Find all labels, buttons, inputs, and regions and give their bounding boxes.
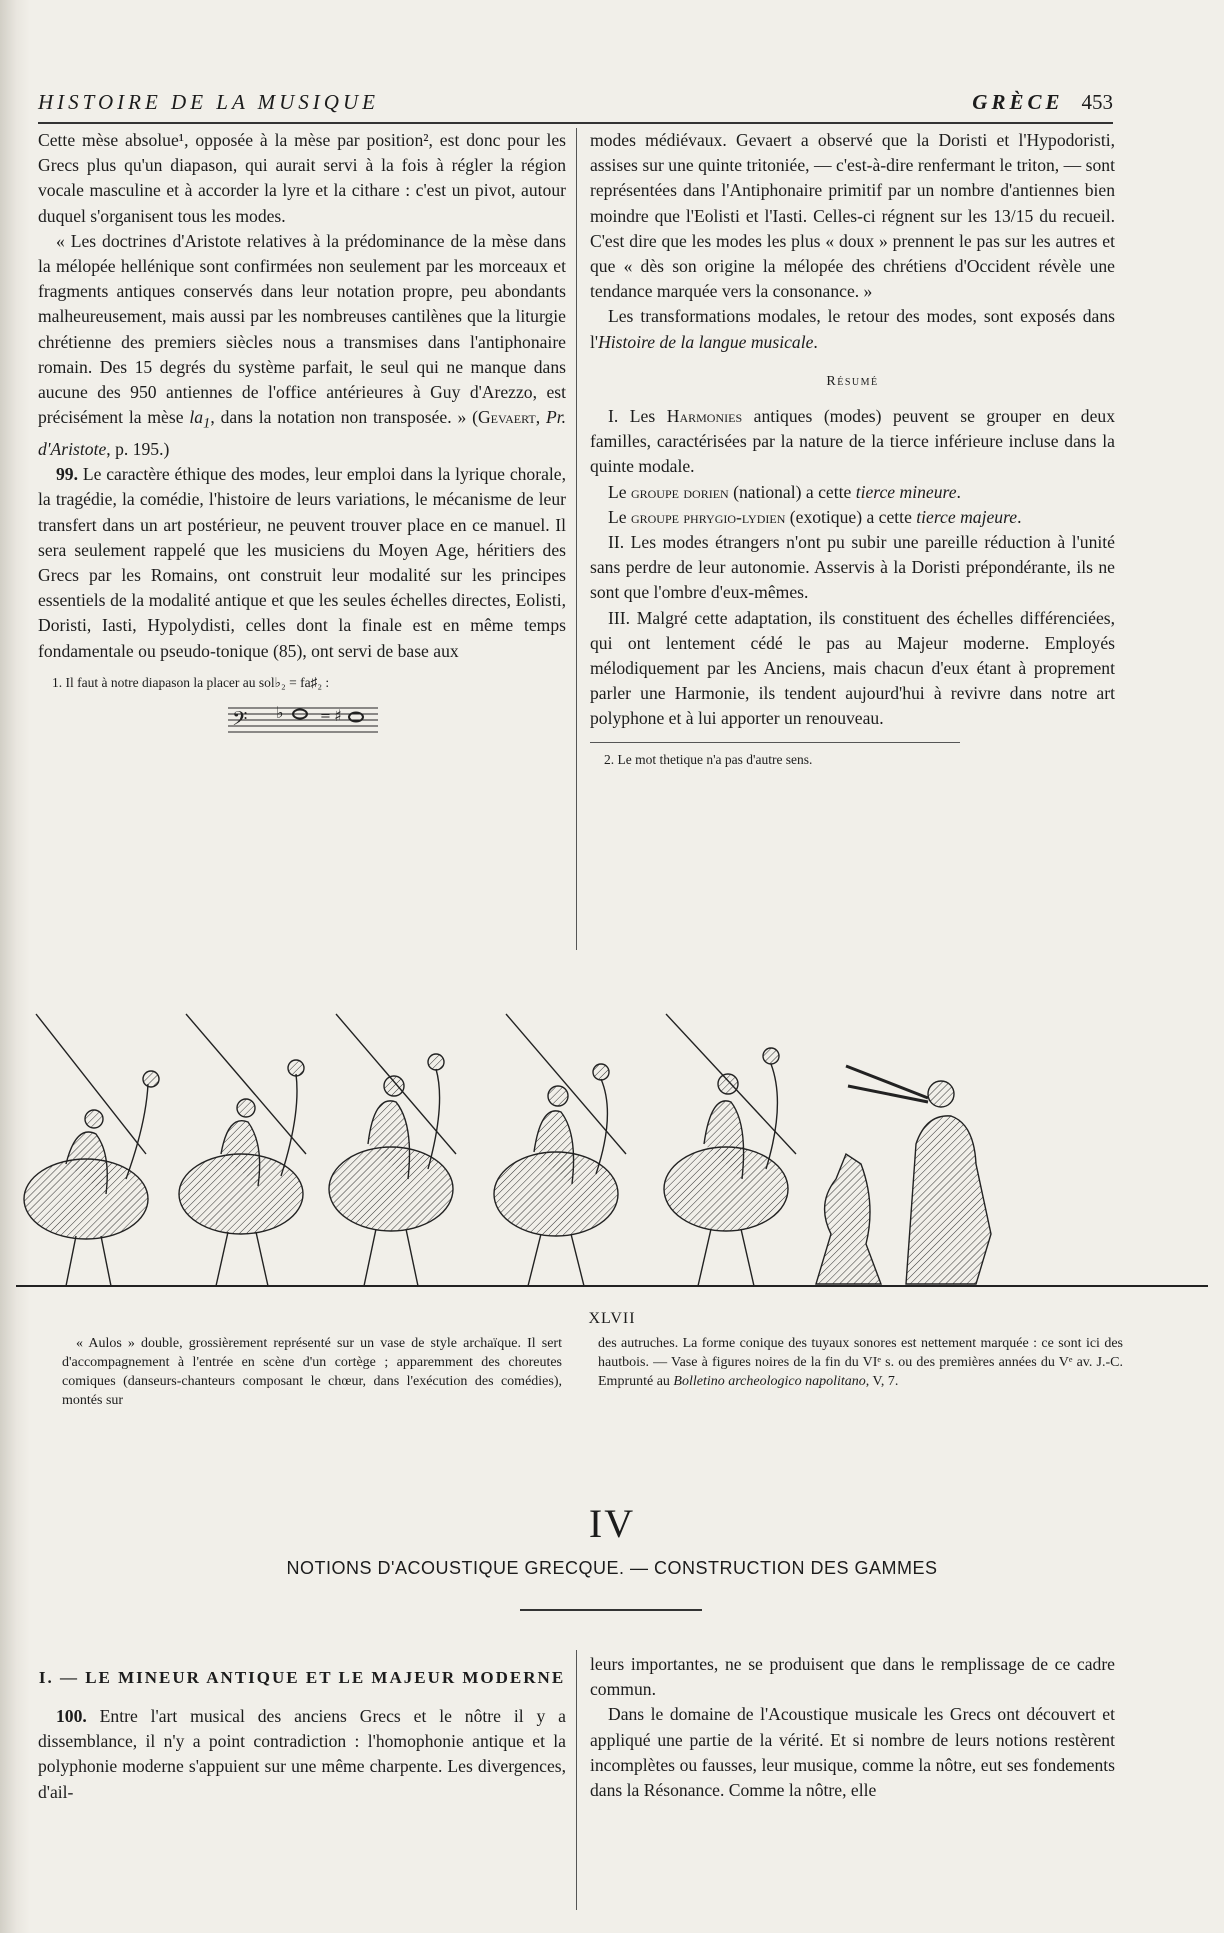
paragraph: Cette mèse absolue¹, opposée à la mèse par position², est donc pour les Grecs plus qu'un diapason, qui aurait servi à la fois à régler la région vocale masculine et à accorder la lyre et la cithare : c'est un pivot, autour duquel s'organisent tous les modes. xyxy=(38,130,566,226)
subsection-heading: I. — LE MINEUR ANTIQUE ET LE MAJEUR MODERNE xyxy=(38,1668,566,1687)
paragraph: Les transformations modales, le retour des modes, sont exposés dans l'Histoire de la langue musicale. xyxy=(590,306,1115,352)
author-name: Gevaert xyxy=(477,407,536,428)
summary-heading: Résumé xyxy=(826,373,879,389)
summary-item-2: II. Les modes étrangers n'ont pu subir une pareille réduction à l'unité sans perdre de leur autonomie. Asservis à la Doristi prépondérante, ils ne sont que l'ombre d'eux-mêmes. xyxy=(590,532,1115,603)
fox-figure xyxy=(816,1154,881,1284)
footnote-1: 1. Il faut à notre diapason la placer au sol♭₂ = fa♯₂ : xyxy=(52,674,330,690)
svg-text:♭: ♭ xyxy=(276,702,284,722)
footnote-2: 2. Le mot thetique n'a pas d'autre sens. xyxy=(604,751,813,767)
section-and-page xyxy=(972,90,1113,115)
page-number: 453 xyxy=(1081,90,1113,114)
left-column xyxy=(38,128,566,738)
figure-number: XLVII xyxy=(588,1310,636,1327)
figure-caption-right: des autruches. La forme conique des tuyaux sonores est nettement marquée : ce sont ici des hautbois. — Vase à figures noires de la fin du VIᵉ s. ou des premières années du Vᵉ av. J.-C. Emprunté au Bolletino archeologico napolitano, V, 7. xyxy=(598,1336,1123,1389)
column-divider xyxy=(576,128,577,950)
chapter-number: IV xyxy=(588,1501,636,1546)
work-title: Pr. d'Aristote xyxy=(38,407,567,459)
source-title: Bolletino archeologico napolitano xyxy=(673,1374,866,1389)
svg-text:𝄢: 𝄢 xyxy=(232,706,248,735)
paragraph-99: 99. Le caractère éthique des modes, leur emploi dans la lyrique chorale, la tragédie, la comédie, l'histoire de leurs variations, le mécanisme de leur transfert dans un art postérieur, ne peuvent trouver place en ce manuel. Il sera seulement rappelé que les musiciens du Moyen Age, héritiers des Grecs par les Romains, ont construit leur modalité sur les principes essentiels de la modalité antique et que les seules échelles directes, Eolisti, Doristi, Iasti, Hypolydisti, celles dont la finale est en même temps fondamentale ou pseudo-tonique (85), ont servi de base aux xyxy=(38,464,566,661)
paragraph: modes médiévaux. Gevaert a observé que la Doristi et l'Hypodoristi, assises sur une quinte tritoniée, — c'est-à-dire renfermant le triton, — sont représentées dans l'Antiphonaire primitif par un nombre d'antiennes bien moindre que l'Eolisti et l'Iasti. Celles-ci régnent sur les 13/15 du recueil. C'est dire que les modes les plus « doux » prennent le pas sur les autres et que « dès son origine la mélopée des chrétiens d'Occident révèle une tendance marquée vers la consonance. » xyxy=(590,130,1115,302)
paragraph-number: 100. xyxy=(56,1706,87,1726)
paragraph-number: 99. xyxy=(56,464,78,485)
summary-item-3: III. Malgré cette adaptation, ils constituent des échelles différenciées, qui ont lentement cédé le pas au Majeur moderne. Employés mélodiquement par les Anciens, mais chacun d'eux étant à proprement parler une Harmonie, ils tendent aujourd'hui à revivre dans notre art polyphone et à lui apporter un renouveau. xyxy=(590,607,1115,729)
work-title: Histoire de la langue musicale xyxy=(598,331,814,352)
svg-text:♯: ♯ xyxy=(334,705,342,725)
vase-engraving-figure xyxy=(16,1004,1208,1294)
chapter-title: NOTIONS D'ACOUSTIQUE GRECQUE. — CONSTRUCTION DES GAMMES xyxy=(286,1558,938,1578)
paragraph-quote: « Les doctrines d'Aristote relatives à la prédominance de la mèse dans la mélopée hellénique sont confirmées non seulement par les morceaux et fragments antiques conservés dans leur notation propre, peu abondants malheureusement, mais aussi par les nombreuses cantilènes que la liturgie chrétienne des premiers siècles nous a transmises dans l'antiphonaire romain. Des 15 degrés du système parfait, le seul qui ne manque dans aucune des 950 antiennes de l'office antérieures à Guy d'Arezzo, est précisément la mèse $la_1$, dans la notation non transposée. » (Gevaert, Pr. d'Aristote, p. 195.) xyxy=(38,230,567,459)
paragraph: Dans le domaine de l'Acoustique musicale les Grecs ont découvert et appliqué une partie de la vérité. Et si nombre de leurs notions restèrent incomplètes ou fausses, leur musique, comme la nôtre, eut ses fondements dans la Résonance. Comme la nôtre, elle xyxy=(590,1704,1115,1801)
summary-item-phrygio-lydian: Le groupe phrygio-lydien (exotique) a cette tierce majeure. xyxy=(608,506,1022,527)
paragraph: leurs importantes, ne se produisent que dans le remplissage de ce cadre commun. xyxy=(590,1654,1115,1700)
header-rule xyxy=(38,122,1113,124)
book-title: HISTOIRE DE LA MUSIQUE xyxy=(38,90,379,114)
summary-item-dorian: Le groupe dorien (national) a cette tierce mineure. xyxy=(608,481,961,502)
ostrich-rider-4 xyxy=(494,1014,626,1286)
footnote-rule xyxy=(590,742,960,743)
lower-left-column xyxy=(38,1660,566,1805)
running-head xyxy=(38,90,1113,120)
column-divider-lower xyxy=(576,1650,577,1910)
svg-text:=: = xyxy=(320,708,331,724)
lower-right-column xyxy=(590,1652,1115,1803)
music-staff-example xyxy=(228,702,388,738)
ostrich-rider-1 xyxy=(24,1014,159,1286)
summary-item-1: I. Les Harmonies antiques (modes) peuvent se grouper en deux familles, caractérisées par la nature de la tierce inférieure incluse dans la quinte modale. xyxy=(590,406,1115,477)
ostrich-rider-2 xyxy=(179,1014,306,1286)
ostrich-rider-5 xyxy=(664,1014,796,1286)
chapter-rule xyxy=(520,1609,702,1611)
right-column xyxy=(590,128,1115,769)
paragraph-100: 100. Entre l'art musical des anciens Grecs et le nôtre il y a dissemblance, il n'y a point contradiction : l'homophonie antique et la polyphonie moderne s'appuient sur une même charpente. Les divergences, d'ail- xyxy=(38,1706,566,1802)
note-name: $la_1$ xyxy=(189,407,211,432)
ostrich-rider-3 xyxy=(329,1014,456,1286)
section-title: GRÈCE xyxy=(972,90,1064,114)
figure-caption-left: « Aulos » double, grossièrement représenté sur un vase de style archaïque. Il sert d'accompagnement à l'entrée en scène d'un cortège ; apparemment des choreutes comiques (danseurs-chanteurs composant le chœur, dans l'exécution des comédies), montés sur xyxy=(62,1336,562,1408)
